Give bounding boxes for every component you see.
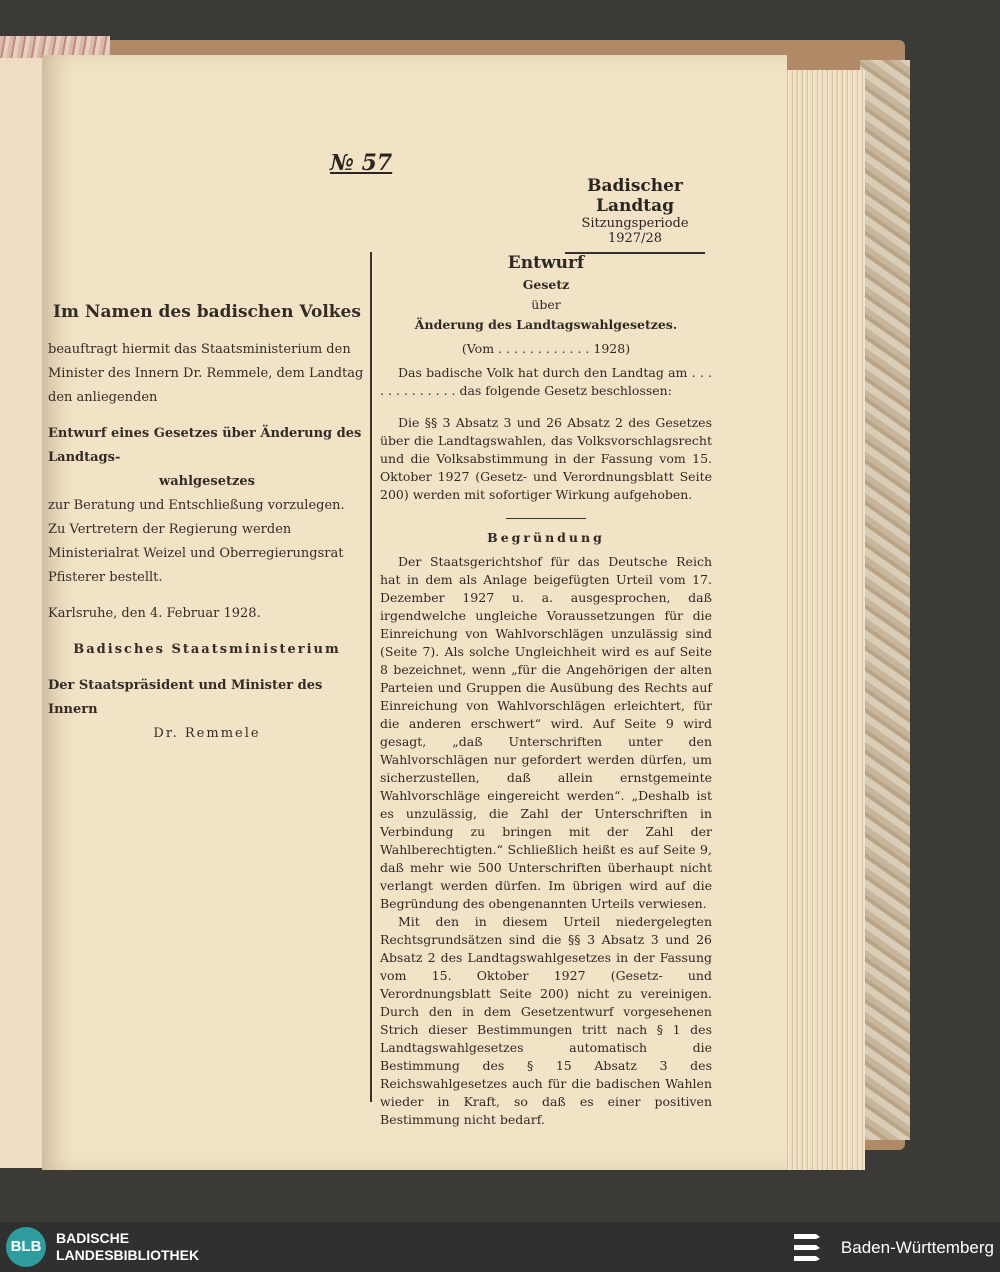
- section-rule: [506, 518, 586, 519]
- three-lions-icon: [792, 1230, 822, 1264]
- right-column: [380, 254, 712, 1129]
- left-date: Karlsruhe, den 4. Februar 1928.: [48, 606, 261, 621]
- session-label: Sitzungsperiode: [581, 216, 689, 231]
- session-years: 1927/28: [607, 231, 662, 246]
- left-paragraph-2b: wahlgesetzes: [159, 474, 255, 489]
- left-paragraph-1: beauftragt hiermit das Staatsministerium den Minister des Innern Dr. Remmele, dem Landtag den anliegenden: [48, 342, 364, 405]
- left-page-edge: [0, 58, 46, 1168]
- reasoning-paragraph-2: Mit den in diesem Urteil niedergelegten Rechtsgrundsätzen sind die §§ 3 Absatz 3 und 26 Absatz 2 des Landtagswahlgesetzes in der Fassung vom 15. Oktober 1927 (Gesetz- und Verordnungsblatt Seite 200) nicht zu vereinigen. Durch den in dem Gesetzentwurf vorgesehenen Strich dieser Bestimmungen tritt nach § 1 des Landtagswahlgesetzes automatisch die Bestimmung des § 15 Absatz 3 des Reichswahlgesetzes auch für die badischen Wahlen wieder in Kraft, so daß es einer positiven Bestimmung nicht bedarf.: [380, 914, 712, 1127]
- library-name-line-1: BADISCHE: [56, 1230, 130, 1246]
- left-paragraph-3: zur Beratung und Entschließung vorzulegen.: [48, 498, 345, 513]
- blb-logo[interactable]: BLB: [6, 1227, 46, 1267]
- ueber-label: über: [531, 297, 561, 312]
- reasoning-paragraph-1: Der Staatsgerichtshof für das Deutsche Reich hat in dem als Anlage beigefügten Urteil vom 17. Dezember 1927 u. a. ausgesprochen, daß irgendwelche ungleiche Voraussetzungen für die Einreichung von Wahlvorschlägen unzulässig sind (Seite 7). Als solche Ungleichheit wird es auf Seite 8 bezeichnet, wenn „für die Angehörigen der alten Parteien und Gruppen die Ausübung des Rechts auf Einreichung von Wahlvorschlägen erleichtert, für die anderen erschwert“ wird. Auf Seite 9 wird gesagt, „daß Unterschriften unter den Wahlvorschlägen nur gefordert werden dürfen, um sicherzustellen, daß allein ernstgemeinte Wahlvorschläge eingereicht werden“. „Deshalb ist es unzulässig, die Zahl der Unterschriften in Verbindung zu bringen mit der Zahl der Wahlberechtigten.“ Schließlich heißt es auf Seite 9, daß mehr wie 500 Unterschriften überhaupt nicht verlangt werden dürfen. Im übrigen wird auf die Begründung des obengenannten Urteils verwiesen.: [380, 554, 712, 911]
- left-signer-role: Der Staatspräsident und Minister des Innern: [48, 678, 323, 717]
- state-name[interactable]: Baden-Württemberg: [840, 1238, 994, 1257]
- parliament-name: Badischer Landtag: [587, 176, 683, 216]
- footer-bar: [0, 1222, 1000, 1272]
- left-paragraph-4: Zu Vertretern der Regierung werden Ministerialrat Weizel und Oberregierungsrat Pfisterer bestellt.: [48, 522, 344, 585]
- date-line: (Vom . . . . . . . . . . . . 1928): [461, 341, 631, 356]
- left-column: [48, 300, 366, 746]
- draft-heading: Entwurf: [507, 253, 585, 273]
- left-paragraph-2a: Entwurf eines Gesetzes über Änderung des Landtags-: [48, 426, 362, 465]
- law-heading: Gesetz: [522, 277, 570, 292]
- marbled-cover: [860, 60, 910, 1140]
- intro-paragraph: Das badische Volk hat durch den Landtag am . . . . . . . . . . . . . das folgende Gesetz beschlossen:: [380, 365, 712, 398]
- subject-heading: Änderung des Landtagswahlgesetzes.: [414, 317, 678, 332]
- begruendung-heading: Begründung: [487, 530, 605, 545]
- column-divider: [370, 252, 372, 1102]
- left-ministry: Badisches Staatsministerium: [73, 642, 341, 657]
- library-name[interactable]: [56, 1230, 199, 1264]
- left-title: Im Namen des badischen Volkes: [53, 302, 361, 322]
- left-signer: Dr. Remmele: [153, 726, 261, 741]
- document-number: № 57: [330, 150, 393, 176]
- page-edges: [775, 70, 865, 1170]
- header-block: [560, 176, 710, 254]
- library-name-line-2: LANDESBIBLIOTHEK: [56, 1247, 200, 1263]
- article-paragraph: Die §§ 3 Absatz 3 und 26 Absatz 2 des Gesetzes über die Landtagswahlen, das Volksvorschlagsrecht und die Volksabstimmung in der Fassung vom 15. Oktober 1927 (Gesetz- und Verordnungsblatt Seite 200) werden mit sofortiger Wirkung aufgehoben.: [380, 415, 712, 502]
